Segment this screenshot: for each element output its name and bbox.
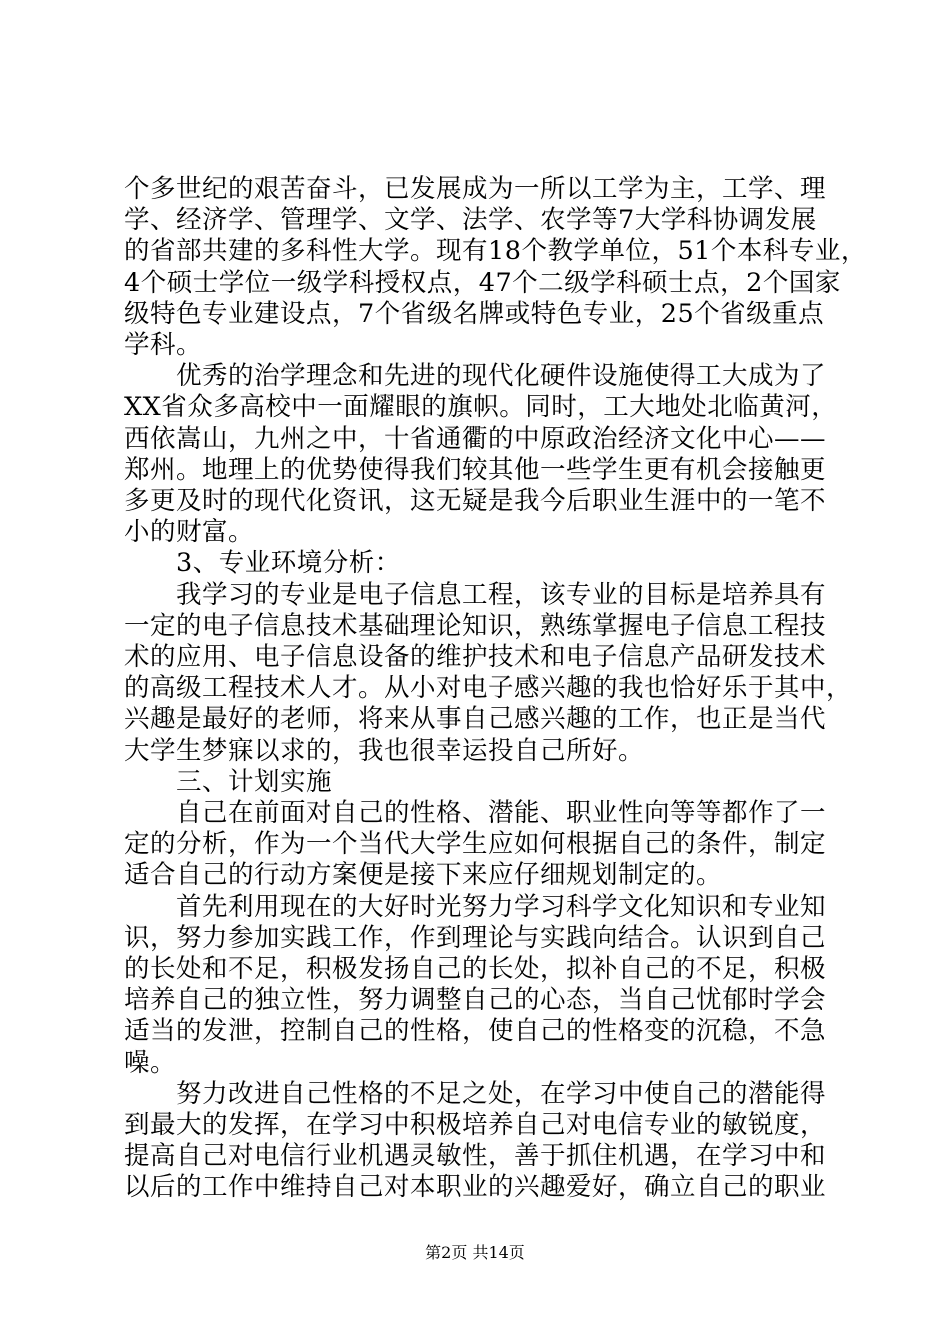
text-line: 个多世纪的艰苦奋斗，已发展成为一所以工学为主，工学、理 [124,174,827,204]
text-line: 一定的电子信息技术基础理论知识，熟练掌握电子信息工程技 [124,610,827,641]
section-heading: 三、计划实施 [124,766,333,797]
text-line: 适合自己的行动方案便是接下来应仔细规划制定的。 [124,860,723,891]
text-line: 识，努力参加实践工作，作到理论与实践向结合。认识到自己 [124,922,827,953]
text-line: 我学习的专业是电子信息工程，该专业的目标是培养具有 [124,579,827,610]
text-line: 西依嵩山，九州之中，十省通衢的中原政治经济文化中心—— [124,423,827,454]
text-line: 兴趣是最好的老师，将来从事自己感兴趣的工作，也正是当代 [124,704,827,735]
text-line: 努力改进自己性格的不足之处，在学习中使自己的潜能得 [124,1078,827,1109]
text-line: 定的分析，作为一个当代大学生应如何根据自己的条件，制定 [124,829,827,860]
text-line: 首先利用现在的大好时光努力学习科学文化知识和专业知 [124,891,827,922]
text-line: 术的应用、电子信息设备的维护技术和电子信息产品研发技术 [124,642,827,672]
text-line: 学科。 [124,330,203,360]
text-line: 大学生梦寐以求的，我也很幸运投自己所好。 [124,735,645,766]
text-line: 培养自己的独立性，努力调整自己的心态，当自己忧郁时学会 [124,985,827,1016]
text-line: 的高级工程技术人才。从小对电子感兴趣的我也恰好乐于其中， [124,673,853,704]
text-line: 到最大的发挥，在学习中积极培养自己对电信专业的敏锐度， [124,1110,827,1140]
text-line: 级特色专业建设点，7个省级名牌或特色专业，25个省级重点 [124,298,825,329]
text-line: XX省众多高校中一面耀眼的旗帜。同时，工大地处北临黄河， [124,392,838,423]
section-heading: 3、专业环境分析： [124,548,401,579]
text-line: 适当的发泄，控制自己的性格，使自己的性格变的沉稳，不急 [124,1016,827,1047]
page-number: 第2页 共14页 [425,1243,525,1262]
text-line: 小的财富。 [124,517,255,548]
text-line: 的长处和不足，积极发扬自己的长处，拟补自己的不足，积极 [124,954,827,984]
text-line: 提高自己对电信行业机遇灵敏性，善于抓住机遇，在学习中和 [124,1141,827,1172]
text-line: 自己在前面对自己的性格、潜能、职业性向等等都作了一 [124,798,827,828]
text-line: 的省部共建的多科性大学。现有18个教学单位，51个本科专业， [124,236,867,267]
text-line: 优秀的治学理念和先进的现代化硬件设施使得工大成为了 [124,361,827,392]
text-line: 4个硕士学位一级学科授权点，47个二级学科硕士点，2个国家 [124,267,841,298]
text-line: 郑州。地理上的优势使得我们较其他一些学生更有机会接触更 [124,454,827,485]
text-line: 以后的工作中维持自己对本职业的兴趣爱好，确立自己的职业 [124,1172,827,1203]
text-line: 学、经济学、管理学、文学、法学、农学等7大学科协调发展 [124,205,817,236]
text-line: 噪。 [124,1047,177,1078]
text-line: 多更及时的现代化资讯，这无疑是我今后职业生涯中的一笔不 [124,486,827,516]
